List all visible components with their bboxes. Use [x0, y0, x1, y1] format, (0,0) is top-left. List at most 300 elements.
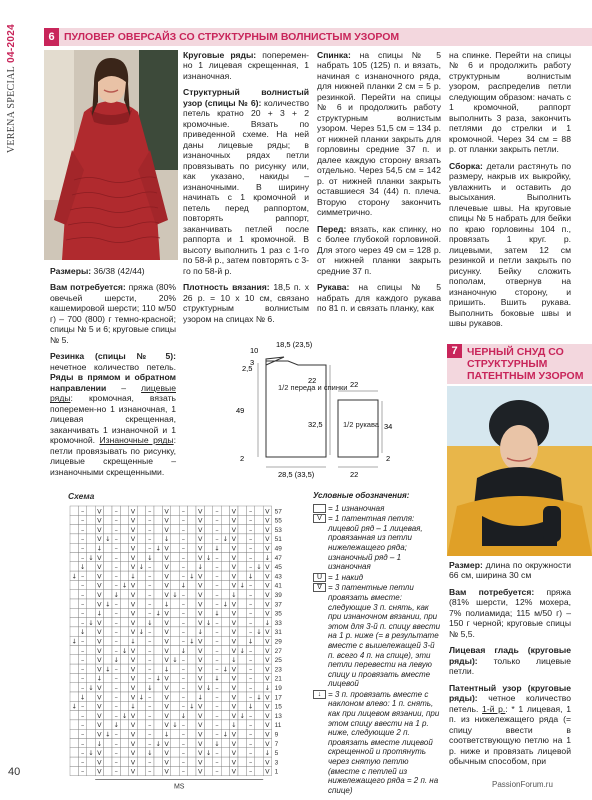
chart-symbol: ↓ — [222, 665, 229, 674]
chart-cell — [221, 543, 229, 552]
chart-cell — [171, 636, 179, 645]
chart-cell — [70, 692, 78, 701]
chart-symbol: V — [130, 730, 136, 739]
chart-symbol: ↓ — [155, 544, 161, 553]
chart-cell — [154, 729, 162, 738]
chart-cell — [154, 515, 162, 524]
chart-symbol: – — [148, 711, 152, 720]
chart-symbol: V — [265, 702, 270, 711]
chart-symbol: – — [114, 730, 118, 739]
chart-cell — [104, 683, 112, 692]
chart-cell — [87, 608, 95, 617]
chart-cell — [120, 720, 128, 729]
chart-cell — [238, 683, 246, 692]
chart-cell — [137, 683, 145, 692]
chart-symbol: – — [181, 656, 186, 665]
chart-symbol: V — [164, 563, 169, 572]
chart-cell — [154, 701, 162, 710]
chart-symbol: V — [130, 767, 136, 776]
chart-cell — [204, 729, 212, 738]
chart-symbol: – — [215, 656, 219, 665]
chart-cell — [104, 646, 112, 655]
chart-cell — [70, 580, 78, 589]
chart-symbol: V — [164, 656, 169, 665]
chart-symbol: ↓ — [88, 553, 94, 562]
chart-cell — [137, 506, 145, 515]
chart-cell — [238, 627, 246, 636]
chart-symbol: V — [197, 516, 203, 525]
chart-symbol: – — [248, 693, 253, 702]
chart-cell — [137, 534, 145, 543]
chart-row-number: 15 — [274, 703, 282, 711]
chart-symbol: V — [197, 535, 203, 544]
chart-symbol: – — [114, 758, 118, 767]
section-title: ПУЛОВЕР ОВЕРСАЙЗ СО СТРУКТУРНЫМ ВОЛНИСТЫМ УЗОРОМ — [64, 31, 400, 43]
chart-cell — [255, 701, 263, 710]
chart-symbol: V — [231, 553, 237, 562]
chart-cell — [154, 506, 162, 515]
chart-symbol: – — [181, 739, 186, 748]
chart-symbol: – — [148, 525, 152, 534]
chart-symbol: – — [114, 516, 118, 525]
chart-cell — [188, 757, 196, 766]
chart-symbol: – — [114, 544, 118, 553]
chart-symbol: – — [148, 739, 152, 748]
chart-symbol: – — [215, 721, 219, 730]
legend-title: Условные обозначения: — [313, 491, 410, 500]
chart-cell — [154, 655, 162, 664]
chart-symbol: ↓ — [113, 591, 119, 599]
chart-cell — [188, 739, 196, 748]
chart-symbol: ↓ — [96, 544, 103, 553]
chart-symbol: ↓ — [172, 656, 178, 665]
chart-cell — [188, 683, 196, 692]
chart-symbol: ↓ — [96, 609, 103, 618]
instructions-column-2 — [183, 50, 309, 330]
snood-instructions — [449, 560, 571, 773]
chart-symbol: – — [80, 525, 85, 534]
chart-cell — [204, 766, 212, 775]
chart-symbol: V — [130, 525, 136, 534]
chart-symbol: V — [265, 711, 270, 720]
chart-cell — [255, 673, 263, 682]
chart-symbol: ↓ — [79, 563, 86, 572]
snood-materials-text: пряжа (81% шерсти, 12% мохера, 7% полиамида; 115 м/50 г) – 150 г черной; круговые спицы № 5,5. — [449, 586, 571, 639]
chart-cell — [137, 655, 145, 664]
chart-cell — [238, 562, 246, 571]
chart-cell — [120, 664, 128, 673]
chart-symbol: V — [164, 553, 169, 562]
chart-symbol: V — [197, 684, 203, 692]
chart-symbol: – — [148, 507, 152, 516]
chart-symbol: – — [248, 516, 253, 525]
chart-cell — [104, 692, 112, 701]
chart-symbol: V — [130, 581, 136, 590]
chart-cell — [255, 757, 263, 766]
chart-cell — [104, 627, 112, 636]
chart-symbol: – — [181, 684, 186, 692]
chart-symbol: V — [164, 628, 169, 637]
chart-cell — [238, 571, 246, 580]
magazine-masthead — [6, 24, 18, 153]
legend-item — [313, 583, 441, 689]
chart-symbol: – — [80, 749, 85, 758]
chart-cell — [188, 543, 196, 552]
chart-symbol: – — [114, 563, 118, 572]
chart-symbol: V — [265, 637, 270, 646]
chart-cell — [188, 720, 196, 729]
legend-symbol — [313, 504, 326, 513]
chart-symbol: ↓ — [163, 600, 170, 609]
chart-cell — [104, 515, 112, 524]
chart-cell — [188, 655, 196, 664]
chart-symbol: V — [197, 609, 203, 618]
chart-symbol: ↓ — [222, 730, 229, 739]
chart-symbol: – — [80, 600, 85, 609]
chart-symbol: – — [248, 674, 253, 683]
chart-cell — [238, 506, 246, 515]
chart-symbol: – — [248, 581, 253, 590]
chart-cell — [137, 553, 145, 562]
chart-symbol: V — [164, 516, 169, 525]
chart-symbol: ↓ — [180, 581, 187, 590]
chart-cell — [137, 636, 145, 645]
chart-symbol: ↓ — [105, 730, 111, 739]
chart-cell — [204, 599, 212, 608]
dim-height: 49 — [236, 406, 245, 415]
chart-row-number: 19 — [274, 685, 282, 692]
chart-symbol: V — [164, 507, 169, 516]
chart-cell — [255, 729, 263, 738]
chart-cell — [188, 580, 196, 589]
chart-symbol: V — [197, 591, 203, 599]
chart-row-number: 13 — [274, 712, 282, 720]
chart-cell — [188, 766, 196, 775]
page-number: 40 — [8, 766, 21, 778]
chart-cell — [70, 590, 78, 599]
chart-cell — [204, 506, 212, 515]
chart-cell — [221, 748, 229, 757]
chart-symbol: – — [215, 572, 219, 581]
chart-cell — [87, 636, 95, 645]
chart-symbol: – — [248, 525, 253, 534]
chart-symbol: – — [80, 665, 85, 674]
chart-symbol: V — [265, 646, 270, 655]
chart-cell — [221, 692, 229, 701]
snood-size-text: длина по окружности 66 см, ширина 30 см — [449, 560, 571, 581]
chart-symbol: V — [164, 637, 169, 646]
chart-symbol: – — [80, 656, 85, 665]
chart-symbol: – — [248, 535, 253, 544]
rib-wrong-rows: Изнаночные ряды — [99, 435, 174, 446]
chart-cell — [120, 525, 128, 534]
chart-symbol: ↓ — [147, 553, 153, 562]
chart-symbol: – — [215, 684, 219, 692]
chart-symbol: – — [114, 711, 118, 720]
chart-symbol: V — [164, 684, 169, 692]
assembly-label: Сборка: — [449, 160, 483, 171]
chart-symbol: – — [215, 646, 219, 655]
chart-symbol: – — [80, 572, 85, 581]
dim-sleeve-side: 34 — [384, 422, 393, 431]
chart-cell — [104, 739, 112, 748]
chart-cell — [221, 646, 229, 655]
chart-cell — [255, 655, 263, 664]
chart-cell — [120, 748, 128, 757]
chart-symbol: – — [248, 618, 253, 627]
chart-symbol: – — [80, 646, 85, 655]
chart-symbol: – — [248, 600, 253, 609]
chart-cell — [120, 553, 128, 562]
chart-symbol: V — [164, 572, 169, 581]
chart-symbol: ↓ — [222, 535, 229, 544]
chart-symbol: – — [80, 553, 85, 562]
chart-cell — [188, 646, 196, 655]
chart-cell — [204, 664, 212, 673]
chart-symbol: – — [80, 767, 85, 776]
chart-symbol: V — [164, 525, 169, 534]
chart-cell — [87, 525, 95, 534]
chart-symbol: V — [130, 516, 136, 525]
chart-symbol: ↓ — [105, 600, 111, 609]
chart-row-number: 45 — [274, 564, 282, 572]
chart-cell — [154, 599, 162, 608]
chart-cell — [104, 506, 112, 515]
chart-symbol: – — [148, 563, 152, 572]
chart-symbol: V — [231, 525, 237, 534]
chart-cell — [120, 515, 128, 524]
chart-symbol: – — [248, 507, 253, 516]
chart-cell — [171, 683, 179, 692]
chart-symbol: – — [114, 739, 118, 748]
chart-cell — [120, 766, 128, 775]
chart-cell — [238, 720, 246, 729]
chart-symbol: – — [181, 507, 186, 516]
chart-symbol: – — [114, 637, 118, 646]
chart-symbol: – — [215, 507, 219, 516]
chart-symbol: V — [130, 656, 136, 665]
round-rows-label: Круговые ряды: — [183, 50, 257, 60]
chart-row-number: 51 — [274, 536, 282, 544]
rib-wrong-text: : петли провязывать по рисунку, лицевые скрещенные – изнаночными скрещенными. — [50, 435, 176, 477]
chart-symbol: V — [197, 646, 203, 655]
chart-symbol: V — [97, 711, 102, 720]
chart-symbol: – — [114, 581, 118, 590]
chart-symbol: – — [80, 609, 85, 618]
chart-cell — [104, 757, 112, 766]
chart-symbol: V — [97, 693, 102, 702]
chart-symbol: ↓ — [189, 702, 195, 711]
chart-symbol: V — [231, 730, 237, 739]
chart-symbol: ↓ — [79, 628, 86, 637]
chart-symbol: ↓ — [256, 563, 262, 572]
chart-cell — [104, 590, 112, 599]
chart-symbol: V — [197, 553, 203, 562]
chart-symbol: ↓ — [147, 684, 153, 692]
chart-symbol: V — [265, 767, 270, 776]
chart-cell — [171, 562, 179, 571]
dim-left-small2: 2,5 — [242, 364, 253, 373]
chart-symbol: – — [248, 665, 253, 674]
chart-cell — [87, 701, 95, 710]
chart-symbol: ↓ — [138, 693, 145, 702]
chart-cell — [255, 515, 263, 524]
chart-cell — [154, 757, 162, 766]
chart-symbol: ↓ — [138, 563, 145, 572]
chart-symbol: V — [130, 758, 136, 767]
chart-cell — [70, 646, 78, 655]
chart-row-number: 57 — [274, 508, 282, 516]
chart-symbol: V — [231, 665, 237, 674]
chart-symbol: V — [97, 516, 102, 525]
chart-cell — [204, 580, 212, 589]
chart-symbol: V — [97, 563, 102, 572]
chart-cell — [204, 720, 212, 729]
chart-cell — [188, 506, 196, 515]
chart-symbol: ↓ — [231, 591, 237, 599]
chart-symbol: V — [164, 646, 169, 655]
chart-symbol: ↓ — [197, 563, 203, 572]
chart-cell — [137, 720, 145, 729]
chart-symbol: ↓ — [121, 581, 128, 590]
chart-row-number: 35 — [274, 610, 282, 618]
chart-cell — [238, 553, 246, 562]
chart-cell — [104, 720, 112, 729]
chart-symbol: V — [130, 684, 136, 692]
legend-symbol: ᐁ — [313, 583, 326, 592]
chart-cell — [154, 627, 162, 636]
chart-symbol: V — [231, 711, 237, 720]
chart-symbol: – — [248, 739, 253, 748]
chart-symbol: ↓ — [88, 618, 94, 627]
chart-cell — [137, 729, 145, 738]
chart-row-number: 9 — [274, 731, 279, 739]
chart-cell — [221, 683, 229, 692]
chart-cell — [188, 599, 196, 608]
section-title: ЧЕРНЫЙ СНУД СО СТРУКТУРНЫМ ПАТЕНТНЫМ УЗОРОМ — [467, 346, 584, 382]
chart-cell — [255, 748, 263, 757]
structure-pattern-label: Структурный волнистый узор (спицы № 6): — [183, 87, 309, 108]
chart-cell — [238, 757, 246, 766]
chart-cell — [137, 711, 145, 720]
chart-cell — [87, 766, 95, 775]
chart-cell — [204, 692, 212, 701]
chart-cell — [104, 553, 112, 562]
chart-symbol: ↓ — [214, 674, 220, 683]
section-header-snood — [447, 344, 592, 384]
chart-cell — [221, 711, 229, 720]
chart-cell — [255, 571, 263, 580]
chart-cell — [137, 701, 145, 710]
chart-symbol: V — [231, 581, 237, 590]
chart-cell — [104, 655, 112, 664]
chart-symbol: ↓ — [155, 739, 161, 748]
chart-symbol: V — [164, 758, 169, 767]
chart-symbol: – — [148, 600, 152, 609]
chart-cell — [204, 701, 212, 710]
chart-cell — [87, 534, 95, 543]
chart-symbol: – — [248, 563, 253, 572]
chart-cell — [221, 506, 229, 515]
chart-cell — [104, 562, 112, 571]
chart-symbol: – — [148, 674, 152, 683]
front-label: Перед: — [317, 223, 347, 234]
chart-symbol: – — [248, 711, 253, 720]
chart-symbol: V — [265, 516, 270, 525]
chart-symbol: ↓ — [71, 572, 77, 581]
snood-size-label: Размер: — [449, 560, 483, 570]
chart-symbol: V — [265, 758, 270, 767]
chart-symbol: V — [97, 618, 102, 627]
chart-symbol: V — [231, 516, 237, 525]
back-text: на спицы № 5 набрать 105 (125) п. и вязать, начиная с изнаночного ряда, для нижней планки 2 см = 5 р. резинкой. Перейти на спицы № 6 и продолжить работу структурным волнистым узором. Через 51,5 см = 134 р. от нижней планки закрыть для горловины средние 37 п. и далее каждую сторону вязать отдельно. Через 54,5 см = 142 р. от нижней планки закрыть оставшиеся 34 (44) п. плеча. Вторую сторону закончить симметрично. — [317, 50, 441, 218]
chart-cell — [238, 729, 246, 738]
chart-symbol: – — [80, 674, 85, 683]
dim-sleeve-bottom: 2 — [386, 454, 391, 463]
chart-cell — [70, 766, 78, 775]
dim-sleeve-width: 22 — [350, 470, 359, 479]
chart-symbol: – — [148, 758, 152, 767]
chart-cell — [171, 664, 179, 673]
chart-symbol: – — [148, 665, 152, 674]
chart-symbol: – — [148, 535, 152, 544]
chart-symbol: – — [181, 525, 186, 534]
chart-cell — [238, 655, 246, 664]
chart-symbol: ↓ — [121, 711, 128, 720]
chart-cell — [70, 729, 78, 738]
chart-symbol: V — [130, 628, 136, 637]
chart-cell — [154, 683, 162, 692]
chart-symbol: ↓ — [172, 721, 178, 730]
chart-cell — [255, 506, 263, 515]
chart-cell — [154, 766, 162, 775]
chart-cell — [171, 748, 179, 757]
chart-cell — [120, 636, 128, 645]
chart-row-number: 53 — [274, 526, 282, 534]
chart-symbol: – — [248, 749, 253, 758]
chart-symbol: – — [181, 665, 186, 674]
chart-symbol: – — [181, 767, 186, 776]
chart-symbol: – — [148, 591, 152, 599]
patent-row-1: 1-й р. — [482, 703, 506, 714]
chart-symbol: V — [231, 702, 237, 711]
chart-cell — [204, 562, 212, 571]
chart-cell — [137, 739, 145, 748]
chart-cell — [120, 506, 128, 515]
chart-symbol: ↓ — [71, 637, 77, 646]
chart-symbol: – — [215, 693, 219, 702]
chart-symbol: ↓ — [205, 553, 212, 562]
chart-symbol: V — [231, 628, 237, 637]
chart-symbol: – — [80, 721, 85, 730]
chart-symbol: V — [231, 739, 237, 748]
chart-cell — [120, 692, 128, 701]
chart-symbol: – — [181, 591, 186, 599]
chart-symbol: V — [164, 581, 169, 590]
chart-cell — [221, 673, 229, 682]
chart-cell — [238, 608, 246, 617]
chart-symbol: ↓ — [163, 665, 170, 674]
chart-cell — [137, 766, 145, 775]
chart-row-number: 47 — [274, 554, 282, 562]
chart-symbol: – — [114, 618, 118, 627]
chart-cell — [87, 711, 95, 720]
chart-cell — [120, 590, 128, 599]
chart-cell — [171, 757, 179, 766]
chart-symbol: – — [114, 535, 118, 544]
chart-cell — [204, 590, 212, 599]
chart-row-number: 27 — [274, 647, 282, 655]
